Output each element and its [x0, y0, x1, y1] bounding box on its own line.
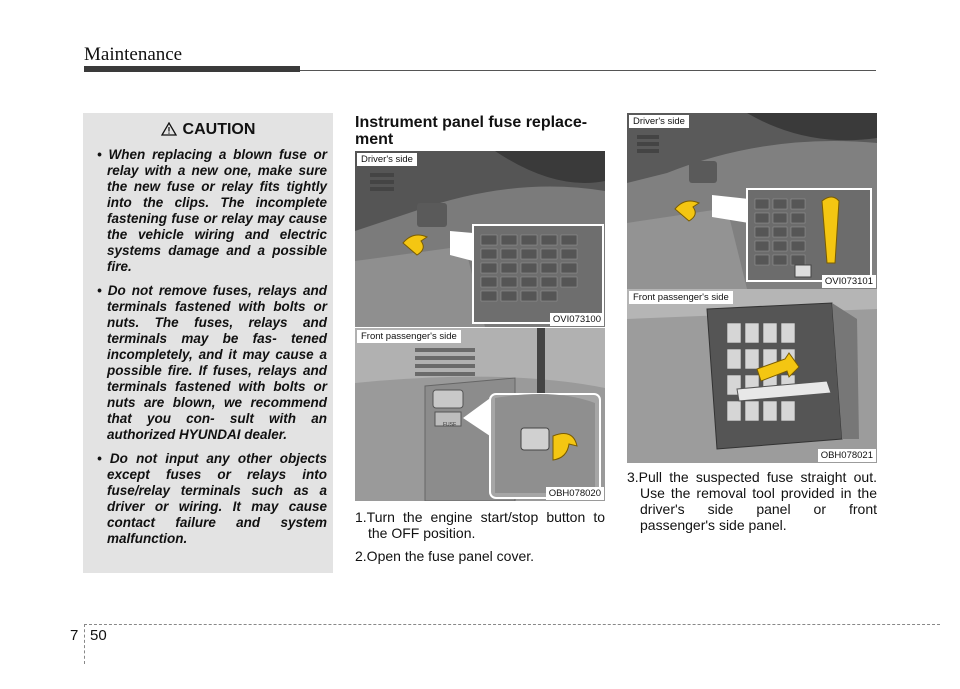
caution-item: • Do not remove fuses, relays and terminals fastened with bolts or nuts. The fuses, relays and terminals may be fas- tened incompletely, and it may cause a possible fire. If fuses, relays and terminals fastened with bolts or nuts are blown, we recommend that you con- sult with an authorized HYUNDAI dealer.: [97, 283, 327, 442]
fuse-label-text: FUSE: [443, 422, 457, 428]
caution-item: • Do not input any other objects except fuses or relays into fuse/relay terminals such as a driver or wiring. It may cause contact failure and system malfunction.: [97, 451, 328, 546]
figure-passenger-side-tool: [627, 289, 877, 463]
header-bar: [84, 66, 300, 72]
figure-code: OVI073101: [822, 275, 876, 288]
step-item: 3.Pull the suspected fuse straight out. Use the removal tool provided in the driver's side panel or front passenger's side panel.: [627, 469, 877, 533]
section-header: Maintenance: [84, 44, 183, 65]
step-item: 1.Turn the engine start/stop button to the OFF position.: [355, 509, 605, 541]
figure-code: OBH078020: [546, 487, 604, 500]
figure-code: OVI073100: [550, 313, 604, 326]
steps-list-middle: [355, 509, 605, 571]
figure-label: Front passenger's side: [357, 330, 461, 343]
figure-drivers-side-panel: [355, 151, 605, 327]
passenger-panel-illustration: [355, 328, 605, 501]
footer-divider: [84, 624, 85, 664]
page-number: 50: [90, 627, 107, 644]
caution-list: [91, 147, 327, 555]
figure-passenger-side-panel: [355, 328, 605, 501]
figure-label: Driver's side: [629, 115, 689, 128]
figure-code: OBH078021: [818, 449, 876, 462]
header-rule: [300, 70, 876, 71]
chapter-number: 7: [70, 627, 79, 644]
warning-triangle-icon: [161, 122, 177, 141]
figure-drivers-side-tool: [627, 113, 877, 289]
passenger-tool-illustration: [627, 289, 877, 463]
figure-label: Driver's side: [357, 153, 417, 166]
figure-label: Front passenger's side: [629, 291, 733, 304]
steps-list-right: [627, 469, 877, 540]
step-item: 2.Open the fuse panel cover.: [355, 548, 535, 564]
footer-rule: [84, 624, 940, 625]
caution-title: CAUTION: [182, 121, 256, 138]
drivers-panel-illustration: [355, 151, 605, 327]
caution-box: [83, 113, 333, 573]
drivers-tool-illustration: [627, 113, 877, 289]
section-title: Instrument panel fuse replace- ment: [355, 114, 588, 148]
caution-heading: [83, 121, 333, 141]
caution-item: • When replacing a blown fuse or relay with a new one, make sure the new fuse or relay fits tightly into the clips. The incomplete fastening fuse or relay may cause the vehicle wiring and electric systems damage and a possible fire.: [97, 147, 327, 274]
